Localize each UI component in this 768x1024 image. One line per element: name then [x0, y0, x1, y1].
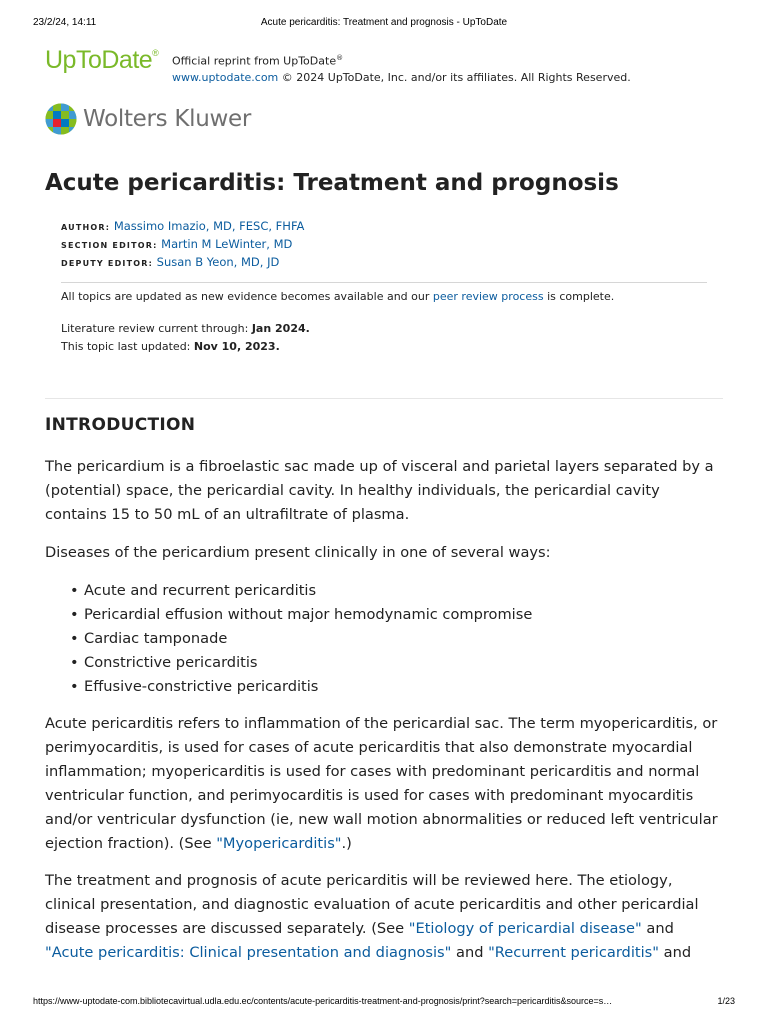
reprint-notice [172, 50, 631, 86]
print-page-title: Acute pericarditis: Treatment and prognosis - UpToDate [260, 17, 508, 28]
section-heading-introduction: INTRODUCTION [45, 415, 196, 435]
list-item: • Effusive-constrictive pericarditis [84, 675, 532, 699]
contributor-role: DEPUTY EDITOR: [61, 259, 153, 268]
print-date: 23/2/24, 14:11 [33, 17, 97, 28]
uptodate-site-link[interactable]: www.uptodate.com [172, 70, 279, 84]
review-note-end: is complete. [543, 290, 615, 303]
copyright-line [172, 70, 631, 86]
intro-paragraph: The pericardium is a fibroelastic sac made up of visceral and parietal layers separated by a (potential) space, the pericardial cavity. In healthy individuals, the pericardial cavity contains 15 to 50 mL of an ultrafiltrate of plasma. [45, 458, 714, 523]
wolters-kluwer-logo-icon [45, 103, 77, 135]
last-updated-date: Nov 10, 2023. [193, 340, 280, 353]
pericardial-disease-list [84, 579, 532, 699]
contributor-name-link[interactable]: Susan B Yeon, MD, JD [156, 255, 280, 269]
reprint-label: Official reprint from UpToDate [172, 54, 337, 68]
divider [45, 398, 723, 399]
list-item: • Pericardial effusion without major hemodynamic compromise [84, 603, 532, 627]
topic-title: Acute pericarditis: Treatment and prognosis [45, 170, 619, 196]
list-item: • Cardiac tamponade [84, 627, 532, 651]
copyright-text: © 2024 UpToDate, Inc. and/or its affiliates. All Rights Reserved. [278, 70, 631, 84]
divider [61, 282, 707, 283]
contributor-row [61, 236, 304, 254]
intro-paragraph: Diseases of the pericardium present clinically in one of several ways: [45, 544, 551, 561]
list-item: • Constrictive pericarditis [84, 651, 532, 675]
wolters-kluwer-wordmark: Wolters Kluwer [83, 106, 252, 132]
recurrent-pericarditis-link[interactable]: "Recurrent pericarditis" [488, 944, 659, 961]
contributor-name-link[interactable]: Massimo Imazio, MD, FESC, FHFA [113, 219, 305, 233]
reprint-mark: ® [336, 54, 344, 62]
paragraph-text: .) [341, 835, 352, 852]
contributor-row [61, 218, 304, 236]
lit-review-date: Jan 2024. [251, 322, 310, 335]
contributor-row [61, 254, 304, 272]
uptodate-logo[interactable] [45, 46, 158, 75]
paragraph-text: and [641, 920, 674, 937]
reprint-label-line [172, 50, 631, 70]
intro-paragraph [45, 712, 725, 856]
print-footer [33, 996, 735, 1010]
contributors [61, 218, 304, 272]
paragraph-text: and [451, 944, 489, 961]
contributor-role: AUTHOR: [61, 223, 111, 232]
last-updated-label: This topic last updated: [61, 340, 194, 353]
review-note-text: All topics are updated as new evidence becomes available and our [61, 290, 433, 303]
intro-paragraph [45, 869, 725, 965]
paragraph-text: Acute pericarditis refers to inflammation of the pericardial sac. The term myopericarditis, or perimyocarditis, is used for cases of acute pericarditis that also demonstrate myocardial inflammation; myopericarditis is used for cases with predominant pericarditis and normal ventricular function, and perimyocarditis is used for cases with predominant myocarditis and/or ventricular dysfunction (ie, new wall motion abnormalities or reduced left ventricular ejection fraction). (See [45, 715, 718, 852]
literature-review-info [61, 320, 310, 356]
print-header [33, 17, 735, 31]
last-updated-line [61, 338, 310, 356]
paragraph-text: The treatment and prognosis of acute pericarditis will be reviewed here. The etiology, clinical presentation, and diagnostic evaluation of acute pericarditis and other pericardial disease processes are discussed separately. (See [45, 872, 699, 937]
contributor-name-link[interactable]: Martin M LeWinter, MD [161, 237, 293, 251]
uptodate-logo-mark: ® [152, 48, 159, 58]
lit-review-line [61, 320, 310, 338]
clinical-presentation-link[interactable]: "Acute pericarditis: Clinical presentation and diagnosis" [45, 944, 452, 961]
peer-review-link[interactable]: peer review process [432, 290, 544, 303]
page-number: 1/23 [717, 996, 735, 1006]
uptodate-logo-text: UpToDate [45, 46, 153, 74]
contributor-role: SECTION EDITOR: [61, 241, 158, 250]
lit-review-label: Literature review current through: [61, 322, 252, 335]
print-url: https://www-uptodate-com.bibliotecavirtual.udla.edu.ec/contents/acute-pericarditis-treatment-and-prognosis/print?search=pericarditis&source=s… [33, 996, 613, 1006]
myopericarditis-link[interactable]: "Myopericarditis" [216, 835, 342, 852]
review-note [61, 290, 614, 303]
paragraph-text: and [658, 944, 692, 961]
wolters-kluwer-logo [45, 103, 251, 135]
list-item: • Acute and recurrent pericarditis [84, 579, 532, 603]
etiology-link[interactable]: "Etiology of pericardial disease" [408, 920, 642, 937]
